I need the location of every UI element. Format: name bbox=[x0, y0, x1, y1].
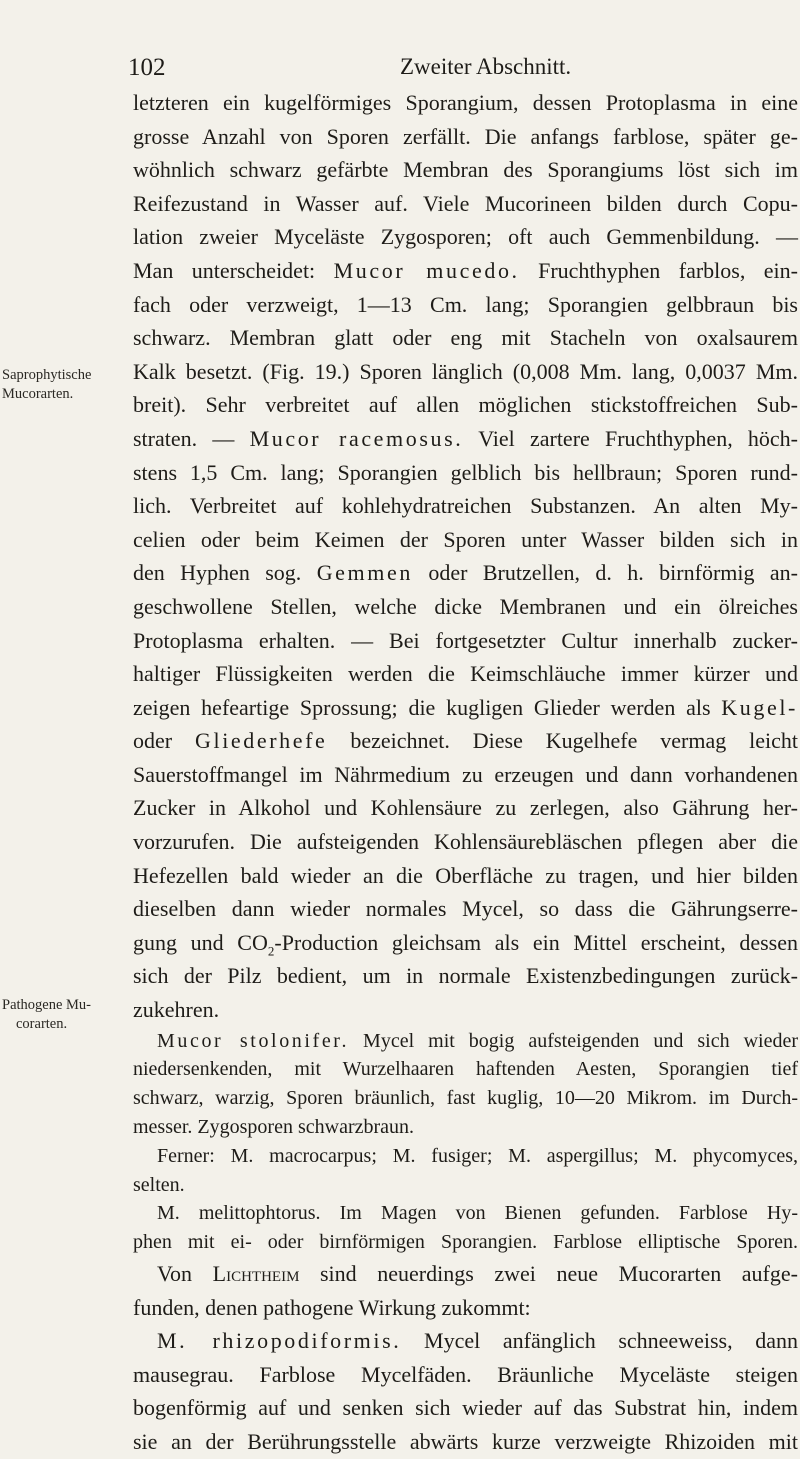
text-line: Sauerstoffmangel im Nährmedium zu erzeugen und dann vorhandenen bbox=[133, 761, 798, 787]
author-name: Lichtheim bbox=[212, 1261, 300, 1286]
small-text-line: Ferner: M. macrocarpus; M. fusiger; M. aspergillus; M. phycomyces, bbox=[157, 1144, 798, 1167]
small-text-line: schwarz, warzig, Sporen bräunlich, fast kuglig, 10—20 Mikrom. im Durch- bbox=[133, 1087, 798, 1110]
text-line: zukehren. bbox=[133, 997, 220, 1023]
text-line: wöhnlich schwarz gefärbte Membran des Sporangiums löst sich im bbox=[133, 157, 798, 183]
margin-note-pathogenic: Pathogene Mu- corarten. bbox=[2, 997, 91, 1032]
small-text-line: phen mit ei- oder birnförmigen Sporangien. Farblose elliptische Sporen. bbox=[133, 1231, 798, 1254]
species-name: M. rhizopodiformis. bbox=[157, 1328, 402, 1354]
text-line: lich. Verbreitet auf kohlehydratreichen Substanzen. An alten My- bbox=[133, 493, 798, 519]
text-line: mausegrau. Farblose Mycelfäden. Bräunliche Myceläste steigen bbox=[133, 1361, 798, 1387]
text-line: Zucker in Alkohol und Kohlensäure zu zerlegen, also Gährung her- bbox=[133, 795, 798, 821]
body-text bbox=[133, 86, 798, 1459]
text-line: den Hyphen sog. Gemmen oder Brutzellen, d. h. birnförmig an- bbox=[133, 560, 798, 586]
text-line: vorzurufen. Die aufsteigenden Kohlensäurebläschen pflegen aber die bbox=[133, 829, 798, 855]
running-head: Zweiter Abschnitt. bbox=[400, 54, 572, 79]
small-text-line: Mucor stolonifer. Mycel mit bogig aufsteigenden und sich wieder bbox=[157, 1029, 798, 1052]
text-line: Protoplasma erhalten. — Bei fortgesetzter Cultur innerhalb zucker- bbox=[133, 627, 798, 653]
text-line: dieselben dann wieder normales Mycel, so dass die Gährungserre- bbox=[133, 896, 798, 922]
text-line: haltiger Flüssigkeiten werden die Keimschläuche immer kürzer und bbox=[133, 661, 798, 687]
small-text-line: niedersenkenden, mit Wurzelhaaren haftenden Aesten, Sporangien tief bbox=[133, 1058, 798, 1081]
text-line: lation zweier Myceläste Zygosporen; oft auch Gemmenbildung. — bbox=[133, 224, 798, 250]
small-text-line: M. melittophtorus. Im Magen von Bienen gefunden. Farblose Hy- bbox=[157, 1202, 798, 1225]
text-line: zeigen hefeartige Sprossung; die kugligen Glieder werden als Kugel- bbox=[133, 694, 798, 720]
text-line: breit). Sehr verbreitet auf allen möglichen stickstoffreichen Sub- bbox=[133, 392, 798, 418]
text-line: sich der Pilz bedient, um in normale Existenzbedingungen zurück- bbox=[133, 963, 798, 989]
term-gemmen: Gemmen bbox=[316, 560, 413, 586]
text-line: Von Lichtheim sind neuerdings zwei neue Mucorarten aufge- bbox=[157, 1261, 798, 1286]
text-line: fach oder verzweigt, 1—13 Cm. lang; Sporangien gelbbraun bis bbox=[133, 291, 798, 317]
text-line: celien oder beim Keimen der Sporen unter Wasser bilden sich in bbox=[133, 526, 798, 552]
text-line: Reifezustand in Wasser auf. Viele Mucorineen bilden durch Copu- bbox=[133, 190, 798, 216]
term-kugelhefe: Kugel- bbox=[721, 694, 798, 720]
species-name: Mucor mucedo. bbox=[333, 257, 520, 283]
text-line: grosse Anzahl von Sporen zerfällt. Die anfangs farblose, später ge- bbox=[133, 123, 798, 149]
text-line: sie an der Berührungsstelle abwärts kurze verzweigte Rhizoiden mit bbox=[133, 1428, 798, 1454]
term-gliederhefe: Gliederhefe bbox=[195, 728, 328, 754]
small-text-line: messer. Zygosporen schwarzbraun. bbox=[133, 1116, 415, 1139]
species-name: Mucor stolonifer. bbox=[157, 1029, 350, 1052]
text-line: Man unterscheidet: Mucor mucedo. Fruchthyphen farblos, ein- bbox=[133, 257, 798, 283]
page-number: 102 bbox=[128, 54, 166, 81]
text-line: schwarz. Membran glatt oder eng mit Stacheln von oxalsaurem bbox=[133, 325, 798, 351]
small-text-line: selten. bbox=[133, 1173, 185, 1196]
text-line: M. rhizopodiformis. Mycel anfänglich schneeweiss, dann bbox=[157, 1328, 798, 1354]
text-line: stens 1,5 Cm. lang; Sporangien gelblich bis hellbraun; Sporen rund- bbox=[133, 459, 798, 485]
text-line: geschwollene Stellen, welche dicke Membranen und ein ölreiches bbox=[133, 593, 798, 619]
text-line: letzteren ein kugelförmiges Sporangium, dessen Protoplasma in eine bbox=[133, 90, 798, 115]
text-line: bogenförmig auf und senken sich wieder auf das Substrat hin, indem bbox=[133, 1395, 798, 1421]
text-line: Kalk besetzt. (Fig. 19.) Sporen länglich (0,008 Mm. lang, 0,0037 Mm. bbox=[133, 358, 798, 384]
text-line: gung und $CO_2$-Production gleichsam als ein Mittel erscheint, dessen bbox=[133, 929, 799, 959]
text-line: straten. — Mucor racemosus. Viel zartere Fruchthyphen, höch- bbox=[133, 425, 798, 451]
text-line: Hefezellen bald wieder an die Oberfläche zu tragen, und hier bilden bbox=[133, 862, 798, 888]
text-line: funden, denen pathogene Wirkung zukommt: bbox=[133, 1294, 531, 1320]
species-name: Mucor racemosus. bbox=[249, 425, 464, 451]
margin-note-saprophytic: Saprophytische Mucorarten. bbox=[2, 367, 92, 402]
text-line: oder Gliederhefe bezeichnet. Diese Kugelhefe vermag leicht bbox=[133, 728, 799, 754]
